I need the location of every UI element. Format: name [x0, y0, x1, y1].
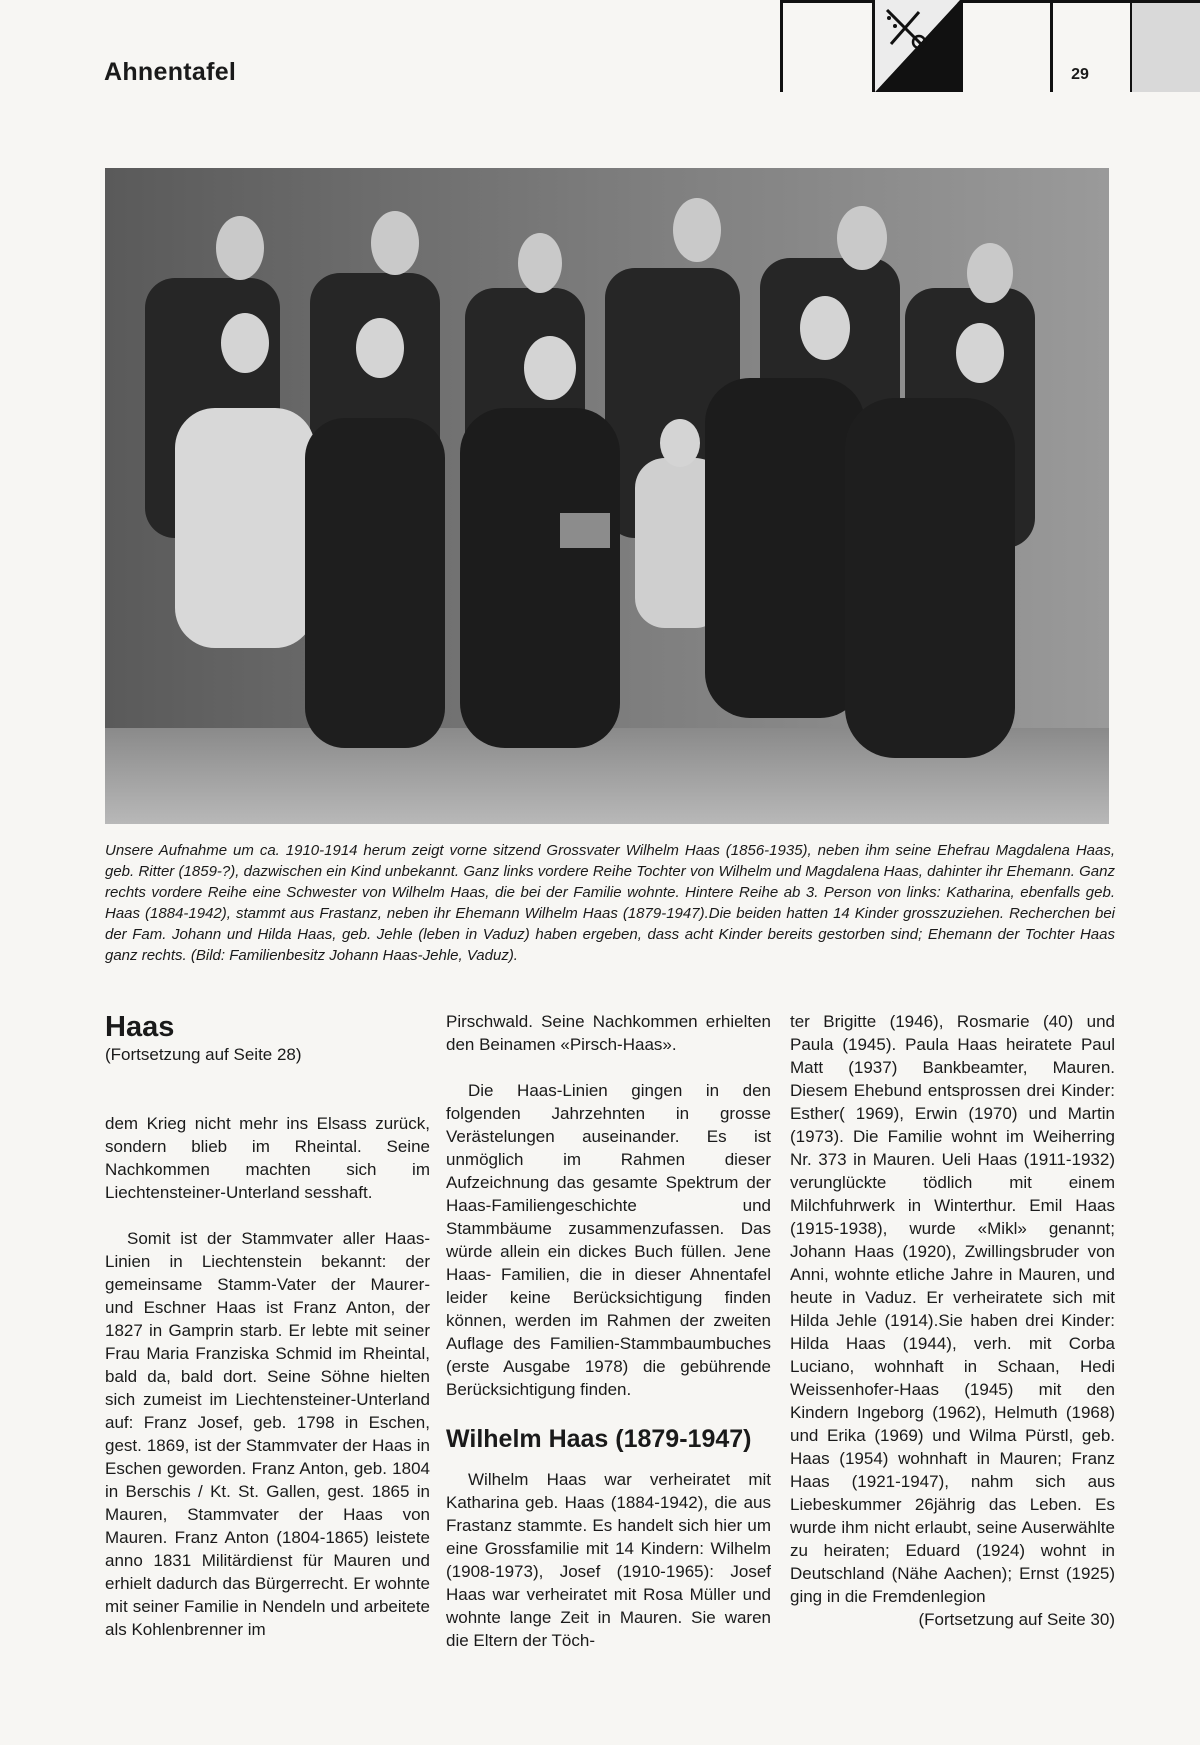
article-continuation-note: (Fortsetzung auf Seite 28) — [105, 1045, 302, 1064]
paragraph: Die Haas-Linien gingen in den folgenden Jahrzehnten in grosse Verästelungen auseinander. Es ist unmöglich im Rahmen dieser Aufzeichnung das gesamte Spektrum der Haas-Familiengeschichte und Stammbäume zusammenzufassen. Das würde allein ein dickes Buch füllen. Jene Haas- Familien, die in dieser Ahnentafel leider keine Berücksichtigung finden können, werden im Rahmen der zweiten Auflage des Familien-Stammbaumbuches (erste Ausgabe 1978) die gebührende Berücksichtigung finden. — [446, 1081, 771, 1399]
paragraph: Somit ist der Stammvater aller Haas-Linien in Liechtenstein bekannt: der gemeinsame Stamm-Vater der Maurer- und Eschner Haas ist Franz Anton, der 1827 in Gamprin starb. Er lebte mit seiner Frau Maria Franziska Schmid im Rheintal, bald da, bald dort. Seine Söhne hielten sich zumeist im Liechtensteiner-Unterland auf: Franz Josef, geb. 1798 in Eschen, gest. 1869, ist der Stammvater der Haas in Eschen geworden. Franz Anton, geb. 1804 in Berschis / Kt. St. Gallen, gest. 1865 in Mauren, Stammvater der Haas von Mauren. Franz Anton (1804-1865) leistete anno 1831 Militärdienst für Mauren und erhielt dadurch das Bürgerrecht. Er wohnte mit seiner Familie in Nendeln und arbeitete als Kohlenbrenner im — [105, 1229, 430, 1639]
family-photo-image — [105, 168, 1109, 824]
paragraph: Pirschwald. Seine Nachkommen erhielten den Beinamen «Pirsch-Haas». — [446, 1012, 771, 1054]
coat-of-arms-icon — [875, 0, 960, 92]
article-column-1 — [105, 1010, 430, 1664]
page-header-title: Ahnentafel — [104, 58, 237, 86]
paragraph: ter Brigitte (1946), Rosmarie (40) und Paula (1945). Paula Haas heiratete Paul Matt (1937) Bankbeamter, Mauren. Diesem Ehebund entsprossen drei Kinder: Esther( 1969), Erwin (1970) und Martin (1973). Die Familie wohnt im Weiherring Nr. 373 in Mauren. Ueli Haas (1911-1932) verunglückte tödlich mit einem Milchfuhrwerk in Winterthur. Emil Haas (1915-1938), wurde «Mikl» genannt; Johann Haas (1920), Zwillingsbruder von Anni, wohnte etliche Jahre in Mauren, und heute in Vaduz. Er verheiratete sich mit Hilda Jehle (1914).Sie haben drei Kinder: Hilda Haas (1944), verh. mit Corba Luciano, wohnhaft in Schaan, Hedi Weissenhofer-Haas (1945) mit den Kindern Ingeborg (1962), Helmuth (1968) und Erika (1969) und Wilma Pürstl, geb. Haas (1954) wohnhaft in Mauren; Franz Haas (1921-1947), nahm sich aus Liebeskummer 26jährig das Leben. Es wurde ihm nicht erlaubt, seine Auserwählte zu heiraten; Eduard (1924) wohnt in Deutschland (Nähe Aachen); Ernst (1925) ging in die Fremdenlegion — [790, 1012, 1115, 1606]
page-number: 29 — [1071, 66, 1089, 83]
photo-caption: Unsere Aufnahme um ca. 1910-1914 herum zeigt vorne sitzend Grossvater Wilhelm Haas (1856-1935), neben ihm seine Ehefrau Magdalena Haas, geb. Ritter (1859-?), dazwischen ein Kind unbekannt. Ganz links vordere Reihe Tochter von Wilhelm und Magdalena Haas, dahinter ihr Ehemann. Ganz rechts vordere Reihe eine Schwester von Wilhelm Haas, die bei der Familie wohnte. Hintere Reihe ab 3. Person von links: Katharina, ebenfalls geb. Haas (1884-1942), stammt aus Frastanz, neben ihr Ehemann Wilhelm Haas (1879-1947).Die beiden hatten 14 Kinder grosszuziehen. Recherchen bei der Fam. Johann und Hilda Haas, geb. Jehle (leben in Vaduz) haben ergeben, dass acht Kinder bereits gestorben sind; Ehemann der Tochter Haas ganz rechts. (Bild: Familienbesitz Johann Haas-Jehle, Vaduz). — [105, 842, 1115, 964]
paragraph: dem Krieg nicht mehr ins Elsass zurück, sondern blieb im Rheintal. Seine Nachkommen machten sich im Liechtensteiner-Unterland sesshaft. — [105, 1114, 430, 1202]
article-title: Haas — [105, 1011, 175, 1043]
article-column-2 — [446, 1010, 771, 1675]
header-divider — [960, 0, 963, 92]
header-gray-block — [1132, 3, 1200, 92]
paragraph: Wilhelm Haas war verheiratet mit Katharina geb. Haas (1884-1942), die aus Frastanz stammte. Es handelt sich hier um eine Grossfamilie mit 14 Kindern: Wilhelm (1908-1973), Josef (1910-1965): Josef Haas war verheiratet mit Rosa Müller und wohnte lange Zeit in Mauren. Sie waren die Eltern der Töch- — [446, 1470, 771, 1650]
continuation-note: (Fortsetzung auf Seite 30) — [918, 1610, 1115, 1629]
header-divider — [780, 0, 783, 92]
article-column-3 — [790, 1010, 1115, 1654]
section-heading: Wilhelm Haas (1879-1947) — [446, 1425, 752, 1453]
family-photograph — [105, 168, 1109, 824]
header-graphic — [780, 0, 1200, 92]
